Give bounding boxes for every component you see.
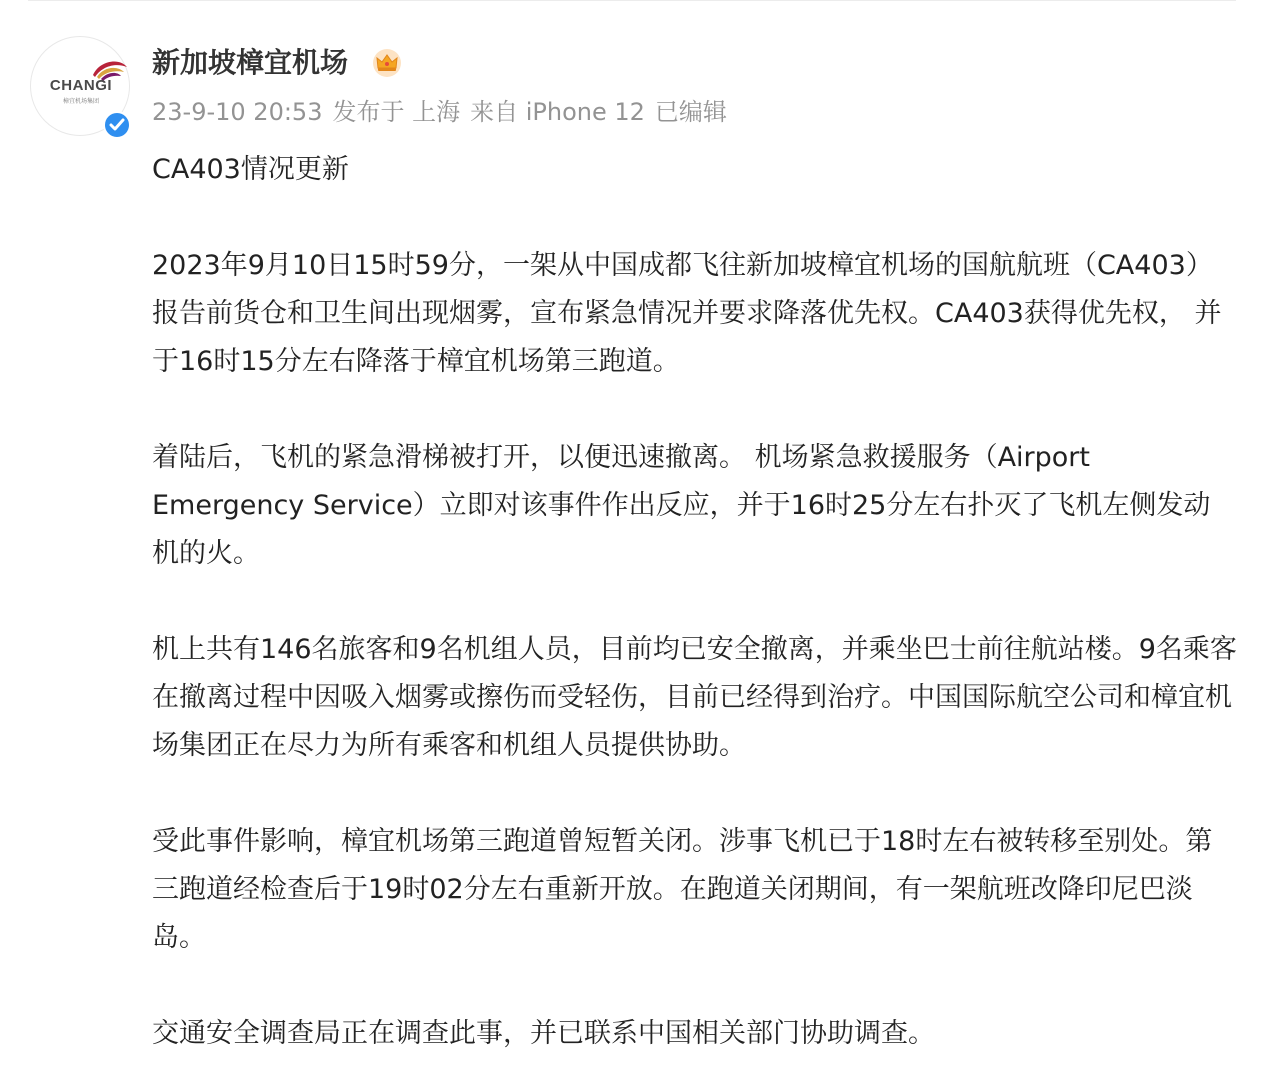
post-paragraph: 2023年9月10日15时59分，一架从中国成都飞往新加坡樟宜机场的国航航班（CA403）报告前货仓和卫生间出现烟雾，宣布紧急情况并要求降落优先权。CA403获得优先权， 并于16时15分左右降落于樟宜机场第三跑道。	[152, 250, 1222, 377]
post-edited-label[interactable]: 已编辑	[654, 98, 727, 126]
crown-icon[interactable]	[371, 48, 403, 78]
avatar-sub-text: 樟宜机场集团	[62, 98, 99, 105]
post-location: 发布于 上海	[332, 98, 461, 126]
account-name[interactable]: 新加坡樟宜机场	[152, 46, 349, 79]
post-paragraph: 着陆后，飞机的紧急滑梯被打开，以便迅速撤离。 机场紧急救援服务（Airport Emergency Service）立即对该事件作出反应，并于16时25分左右扑灭了飞机左侧发动机的火。	[152, 442, 1211, 569]
post-paragraph: 受此事件影响，樟宜机场第三跑道曾短暂关闭。涉事飞机已于18时左右被转移至别处。第三跑道经检查后于19时02分左右重新开放。在跑道关闭期间，有一架航班改降印尼巴淡岛。	[152, 826, 1213, 953]
post-title: CA403情况更新	[152, 154, 349, 185]
avatar-brand-text: CHANGI	[49, 77, 113, 94]
post-body	[152, 146, 1237, 1058]
verified-check-icon	[103, 111, 131, 139]
post-meta	[152, 96, 737, 128]
post-source: 来自 iPhone 12	[470, 98, 645, 126]
post-paragraph: 机上共有146名旅客和9名机组人员，目前均已安全撤离，并乘坐巴士前往航站楼。9名乘客在撤离过程中因吸入烟雾或擦伤而受轻伤，目前已经得到治疗。中国国际航空公司和樟宜机场集团正在尽力为所有乘客和机组人员提供协助。	[152, 634, 1237, 761]
post-header	[0, 0, 1262, 150]
post-paragraph: 交通安全调查局正在调查此事，并已联系中国相关部门协助调查。	[152, 1018, 935, 1049]
post-timestamp[interactable]: 23-9-10 20:53	[152, 98, 323, 126]
